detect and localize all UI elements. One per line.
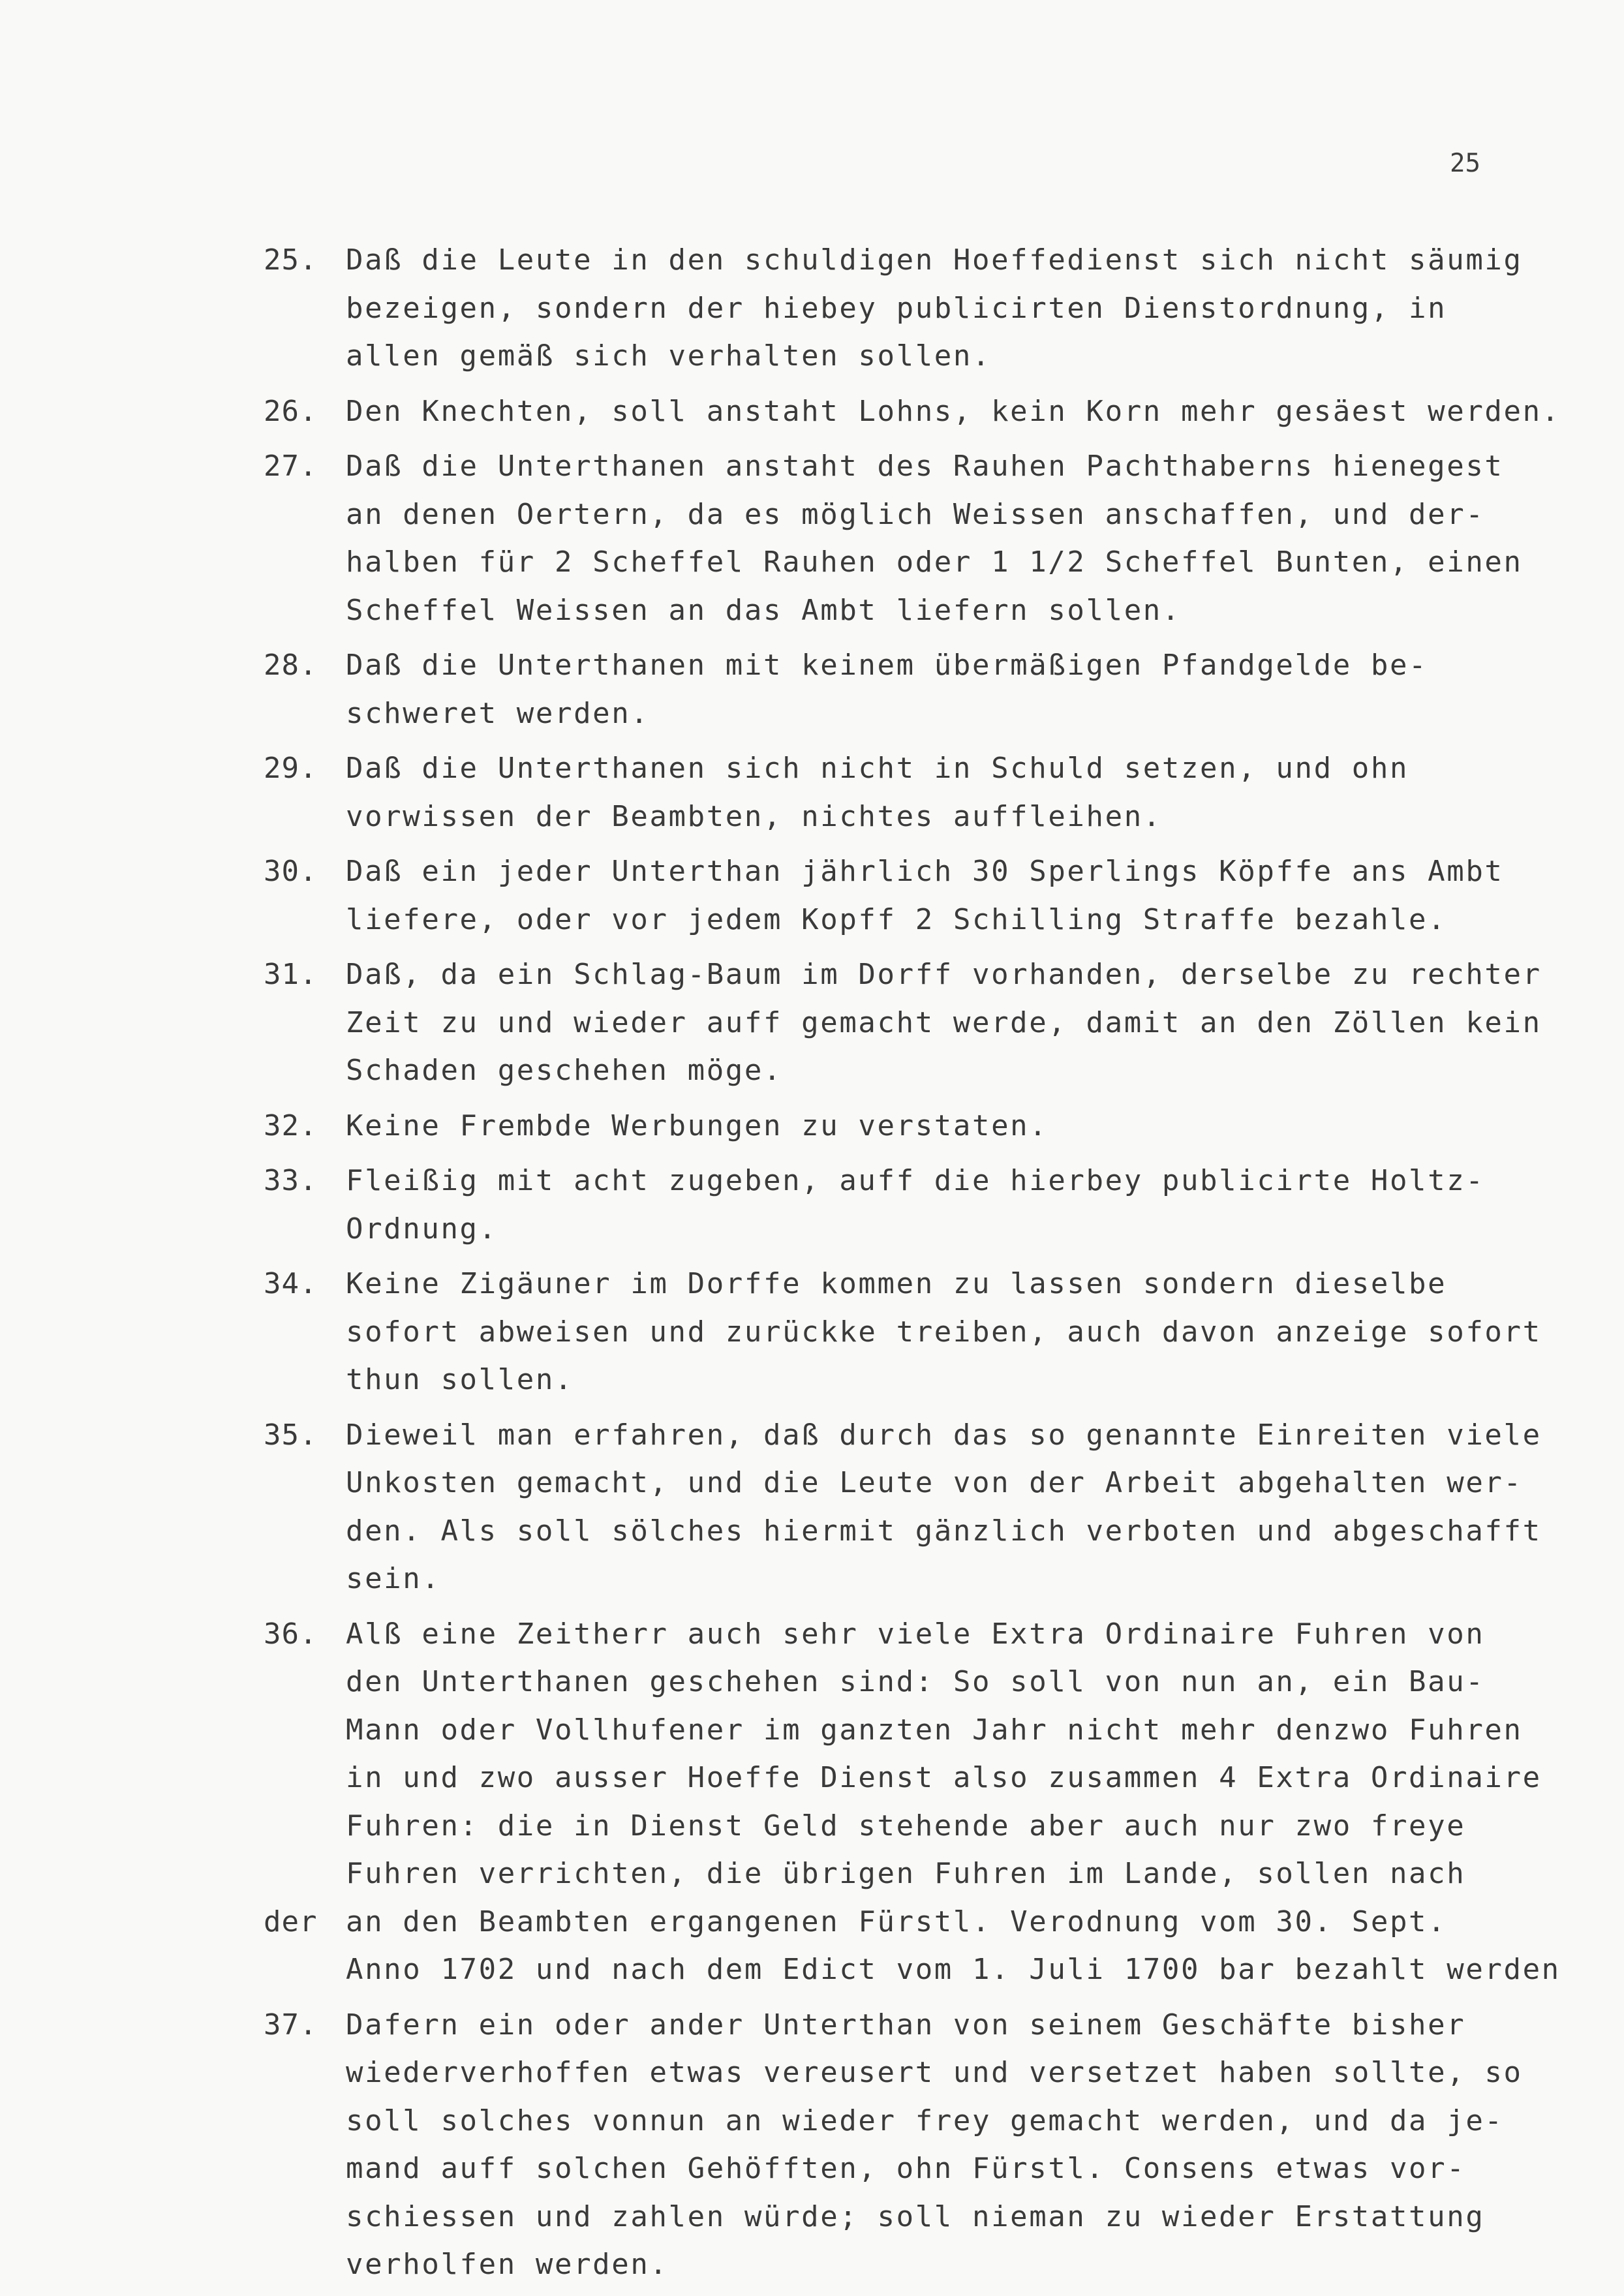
item-line: Daß, da ein Schlag-Baum im Dorff vorhanden, derselbe zu rechter <box>346 958 1542 991</box>
item-line: Dafern ein oder ander Unterthan von seinem Geschäfte bisher <box>346 2008 1466 2042</box>
item-line: soll solches vonnun an wieder frey gemacht werden, und da je- <box>346 2104 1504 2137</box>
list-item <box>264 1610 1623 1994</box>
list-item <box>264 1411 1623 1603</box>
item-line: an denen Oertern, da es möglich Weissen anschaffen, und der- <box>346 497 1485 531</box>
item-line: Daß die Unterthanen sich nicht in Schuld setzen, und ohn <box>346 752 1409 785</box>
item-number: 26. <box>264 394 318 428</box>
list-item <box>264 236 1623 380</box>
list-item <box>264 641 1623 737</box>
item-line: Fuhren verrichten, die übrigen Fuhren im Lande, sollen nach <box>346 1857 1466 1890</box>
list-item <box>264 848 1623 943</box>
item-line: vorwissen der Beambten, nichtes auffleihen. <box>346 799 1162 833</box>
numbered-list <box>264 236 1623 2296</box>
item-line: Daß die Unterthanen mit keinem übermäßigen Pfandgelde be- <box>346 649 1428 682</box>
item-number: 30. <box>264 855 318 888</box>
item-line: Schaden geschehen möge. <box>346 1054 783 1087</box>
item-number: 25. <box>264 243 318 277</box>
item-line: thun sollen. <box>346 1363 574 1396</box>
item-line: Scheffel Weissen an das Ambt liefern sollen. <box>346 593 1181 627</box>
item-number: 34. <box>264 1267 318 1300</box>
item-line: wiederverhoffen etwas vereusert und versetzet haben sollte, so <box>346 2056 1523 2089</box>
list-item <box>264 388 1623 436</box>
list-item <box>264 1260 1623 1404</box>
item-line-with-margin-word <box>264 1898 1623 1946</box>
item-number: 31. <box>264 958 318 991</box>
page-number: 25 <box>1450 149 1480 178</box>
item-number: 27. <box>264 450 318 483</box>
list-item <box>264 1157 1623 1253</box>
margin-word: der <box>264 1905 318 1938</box>
item-line: schiessen und zahlen würde; soll nieman zu wieder Erstattung <box>346 2199 1485 2233</box>
item-line: den. Als soll sölches hiermit gänzlich verboten und abgeschafft <box>346 1514 1542 1548</box>
item-line: Mann oder Vollhufener im ganzten Jahr nicht mehr denzwo Fuhren <box>346 1713 1523 1747</box>
item-number: 35. <box>264 1418 318 1452</box>
item-number: 36. <box>264 1617 318 1651</box>
item-line: Unkosten gemacht, und die Leute von der Arbeit abgehalten wer- <box>346 1466 1523 1499</box>
list-item <box>264 1102 1623 1150</box>
list-item <box>264 951 1623 1095</box>
item-line: halben für 2 Scheffel Rauhen oder 1 1/2 Scheffel Bunten, einen <box>346 545 1523 579</box>
item-line: Dieweil man erfahren, daß durch das so genannte Einreiten viele <box>346 1418 1542 1452</box>
item-line: schweret werden. <box>346 696 650 730</box>
item-line: Den Knechten, soll anstaht Lohns, kein Korn mehr gesäest werden. <box>346 394 1561 428</box>
item-line: bezeigen, sondern der hiebey publicirten Dienstordnung, in <box>346 291 1447 325</box>
item-line: Daß die Unterthanen anstaht des Rauhen Pachthaberns hienegest <box>346 450 1504 483</box>
item-number: 32. <box>264 1109 318 1142</box>
item-line: an den Beambten ergangenen Fürstl. Verodnung vom 30. Sept. <box>346 1905 1447 1938</box>
item-line: sein. <box>346 1562 441 1595</box>
item-line: den Unterthanen geschehen sind: So soll von nun an, ein Bau- <box>346 1665 1485 1698</box>
list-item <box>264 2001 1623 2289</box>
item-line: allen gemäß sich verhalten sollen. <box>346 339 992 373</box>
item-line: liefere, oder vor jedem Kopff 2 Schilling Straffe bezahle. <box>346 902 1447 936</box>
item-line: Alß eine Zeitherr auch sehr viele Extra Ordinaire Fuhren von <box>346 1617 1485 1651</box>
item-number: 28. <box>264 649 318 682</box>
item-line: Anno 1702 und nach dem Edict vom 1. Juli 1700 bar bezahlt werden <box>346 1953 1561 1986</box>
item-number: 29. <box>264 752 318 785</box>
item-line: verholfen werden. <box>346 2248 669 2281</box>
item-line: mand auff solchen Gehöfften, ohn Fürstl. Consens etwas vor- <box>346 2152 1466 2185</box>
item-line: sofort abweisen und zurückke treiben, auch davon anzeige sofort <box>346 1315 1542 1349</box>
item-line: Fleißig mit acht zugeben, auff die hierbey publicirte Holtz- <box>346 1164 1485 1197</box>
item-line: Keine Zigäuner im Dorffe kommen zu lassen sondern dieselbe <box>346 1267 1447 1300</box>
list-item <box>264 442 1623 634</box>
item-line: Daß ein jeder Unterthan jährlich 30 Sperlings Köpffe ans Ambt <box>346 855 1504 888</box>
item-line: in und zwo ausser Hoeffe Dienst also zusammen 4 Extra Ordinaire <box>346 1761 1542 1794</box>
item-number: 33. <box>264 1164 318 1197</box>
item-number: 37. <box>264 2008 318 2042</box>
item-line: Daß die Leute in den schuldigen Hoeffedienst sich nicht säumig <box>346 243 1523 277</box>
item-line: Fuhren: die in Dienst Geld stehende aber auch nur zwo freye <box>346 1809 1466 1843</box>
item-line: Zeit zu und wieder auff gemacht werde, damit an den Zöllen kein <box>346 1005 1542 1039</box>
list-item <box>264 744 1623 840</box>
item-line: Keine Frembde Werbungen zu verstaten. <box>346 1109 1049 1142</box>
item-line: Ordnung. <box>346 1212 498 1246</box>
